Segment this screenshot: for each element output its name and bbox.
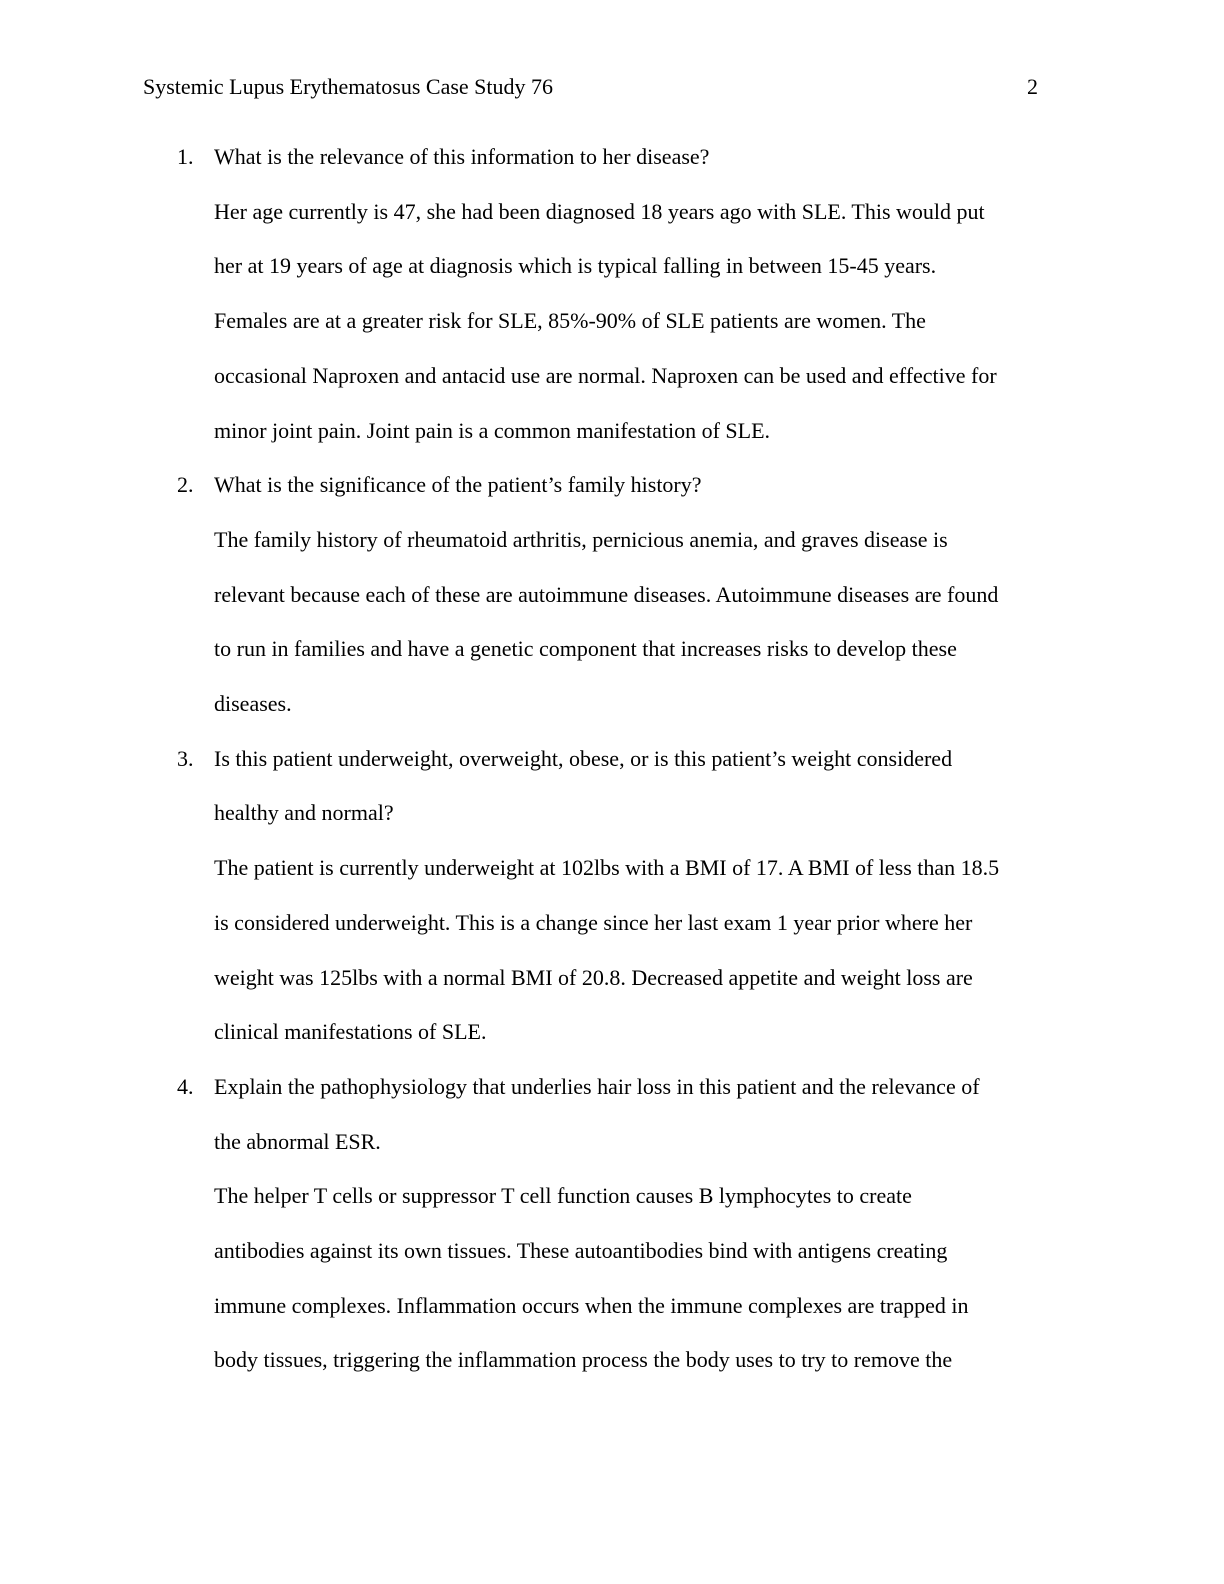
answer-line: Her age currently is 47, she had been diagnosed 18 years ago with SLE. This would put: [214, 198, 985, 224]
answer-line: The helper T cells or suppressor T cell function causes B lymphocytes to create: [214, 1183, 912, 1209]
answer-line: The family history of rheumatoid arthritis, pernicious anemia, and graves disease is: [214, 526, 948, 552]
answer-text: [214, 841, 1068, 1060]
question-number: 1.: [177, 144, 194, 169]
answer-line: minor joint pain. Joint pain is a common manifestation of SLE.: [214, 417, 771, 443]
running-title: Systemic Lupus Erythematosus Case Study 76: [143, 74, 554, 99]
answer-line: is considered underweight. This is a change since her last exam 1 year prior where her: [214, 909, 973, 935]
answer-line: her at 19 years of age at diagnosis which is typical falling in between 15-45 years.: [214, 253, 937, 279]
page-number: 2: [1027, 74, 1038, 99]
answer-text: [214, 185, 1068, 459]
question-text: [214, 732, 1068, 841]
question-number: 2.: [177, 472, 194, 498]
answer-line: weight was 125lbs with a normal BMI of 20.8. Decreased appetite and weight loss are: [214, 964, 973, 990]
question-number: 4.: [177, 1073, 194, 1099]
question-item: [143, 732, 1068, 1060]
question-text: [214, 1060, 1068, 1169]
answer-line: Females are at a greater risk for SLE, 85%-90% of SLE patients are women. The: [214, 308, 926, 334]
answer-text: [214, 513, 1068, 732]
answer-line: The patient is currently underweight at 102lbs with a BMI of 17. A BMI of less than 18.5: [214, 855, 1000, 881]
answer-line: antibodies against its own tissues. These autoantibodies bind with antigens creating: [214, 1238, 948, 1264]
question-number: 3.: [177, 745, 194, 771]
running-head: [143, 72, 1038, 102]
question-line: What is the relevance of this information to her disease?: [214, 144, 710, 169]
question-line: What is the significance of the patient’s family history?: [214, 472, 702, 498]
answer-line: to run in families and have a genetic component that increases risks to develop these: [214, 636, 957, 662]
answer-line: immune complexes. Inflammation occurs when the immune complexes are trapped in: [214, 1292, 969, 1318]
answer-line: body tissues, triggering the inflammation process the body uses to try to remove the: [214, 1347, 953, 1373]
question-line: healthy and normal?: [214, 800, 394, 826]
question-text: [214, 458, 1068, 513]
question-line: Is this patient underweight, overweight, obese, or is this patient’s weight considered: [214, 745, 953, 771]
question-line: Explain the pathophysiology that underlies hair loss in this patient and the relevance of: [214, 1073, 980, 1099]
question-line: the abnormal ESR.: [214, 1128, 381, 1154]
question-text: [214, 130, 1068, 185]
answer-line: clinical manifestations of SLE.: [214, 1019, 487, 1045]
answer-line: diseases.: [214, 691, 292, 717]
answer-line: occasional Naproxen and antacid use are normal. Naproxen can be used and effective for: [214, 362, 997, 388]
answer-line: relevant because each of these are autoimmune diseases. Autoimmune diseases are found: [214, 581, 999, 607]
document-body: [143, 130, 1068, 1388]
question-item: [143, 130, 1068, 458]
question-item: [143, 1060, 1068, 1388]
question-item: [143, 458, 1068, 732]
question-list: [143, 130, 1068, 1388]
answer-text: [214, 1169, 1068, 1388]
